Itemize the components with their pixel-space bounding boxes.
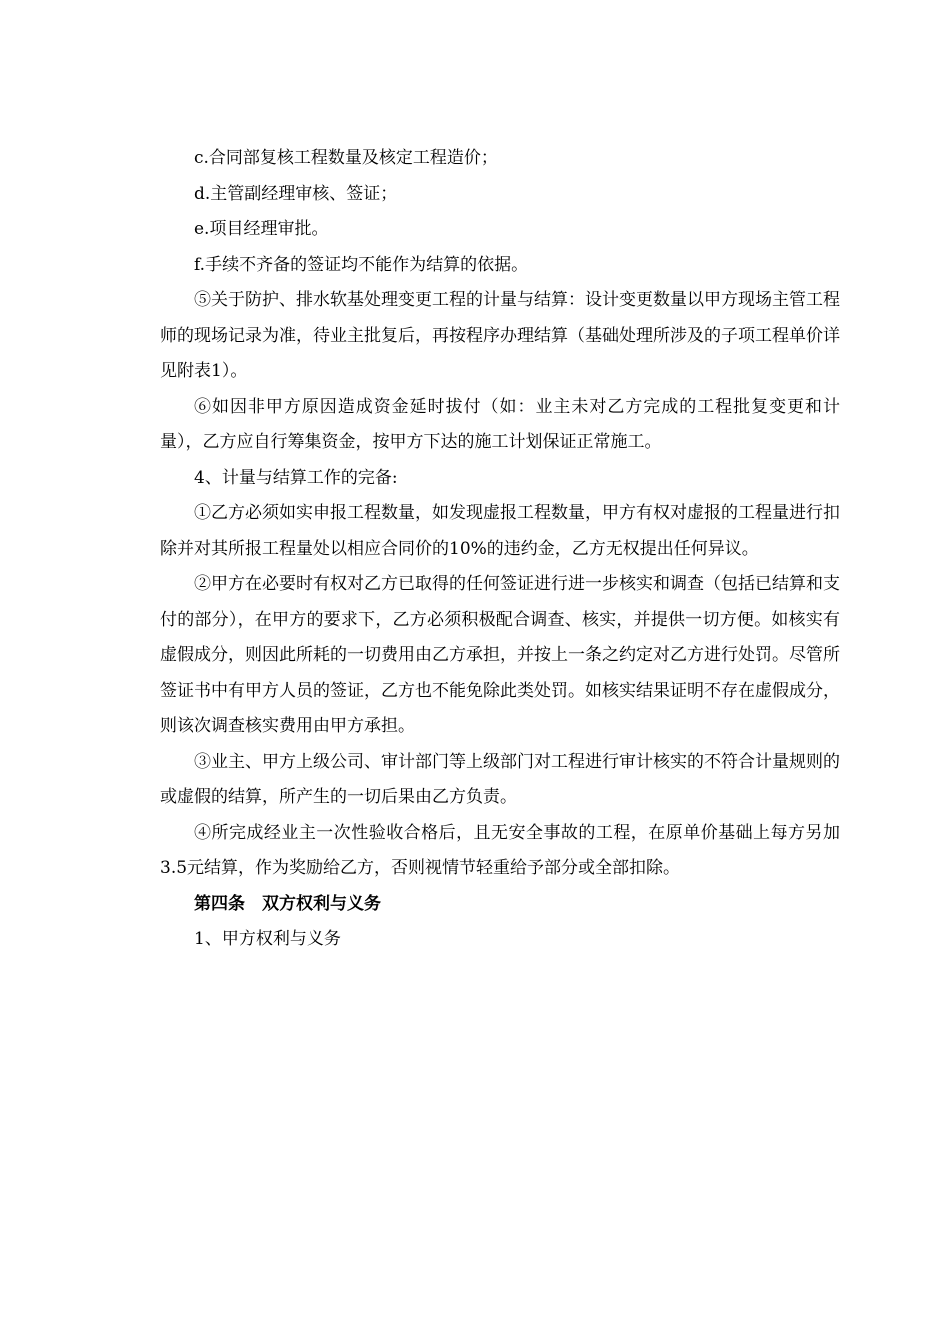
paragraph-item-2: ②甲方在必要时有权对乙方已取得的任何签证进行进一步核实和调查（包括已结算和支付的部分），在甲方的要求下，乙方必须积极配合调查、核实，并提供一切方便。如核实有虚假成分，则因此所耗的一切费用由乙方承担，并按上一条之约定对乙方进行处罚。尽管所签证书中有甲方人员的签证，乙方也不能免除此类处罚。如核实结果证明不存在虚假成分，则该次调查核实费用由甲方承担。 [160, 574, 840, 736]
paragraph-d: d.主管副经理审核、签证； [194, 183, 398, 204]
subsection-heading: 1、甲方权利与义务 [194, 929, 341, 949]
section-heading: 第四条 双方权利与义务 [194, 893, 381, 914]
paragraph-item-5: ⑤关于防护、排水软基处理变更工程的计量与结算：设计变更数量以甲方现场主管工程师的现场记录为准，待业主批复后，再按程序办理结算（基础处理所涉及的子项工程单价详见附表1）。 [160, 290, 840, 381]
paragraph-f: f.手续不齐备的签证均不能作为结算的依据。 [194, 254, 529, 275]
paragraph-section-4: 4、计量与结算工作的完备: [194, 467, 398, 488]
paragraph-item-3: ③业主、甲方上级公司、审计部门等上级部门对工程进行审计核实的不符合计量规则的或虚假的结算，所产生的一切后果由乙方负责。 [160, 751, 840, 807]
paragraph-c: c.合同部复核工程数量及核定工程造价； [194, 148, 498, 168]
paragraph-item-1: ①乙方必须如实申报工程数量，如发现虚报工程数量，甲方有权对虚报的工程量进行扣除并对其所报工程量处以相应合同价的10%的违约金，乙方无权提出任何异议。 [160, 503, 840, 559]
paragraph-item-6: ⑥如因非甲方原因造成资金延时拔付（如：业主未对乙方完成的工程批复变更和计量），乙方应自行筹集资金，按甲方下达的施工计划保证正常施工。 [160, 396, 840, 452]
paragraph-item-4: ④所完成经业主一次性验收合格后，且无安全事故的工程，在原单价基础上每方另加3.5元结算，作为奖励给乙方，否则视情节轻重给予部分或全部扣除。 [160, 822, 840, 878]
paragraph-e: e.项目经理审批。 [194, 219, 329, 239]
document-body [160, 141, 840, 958]
